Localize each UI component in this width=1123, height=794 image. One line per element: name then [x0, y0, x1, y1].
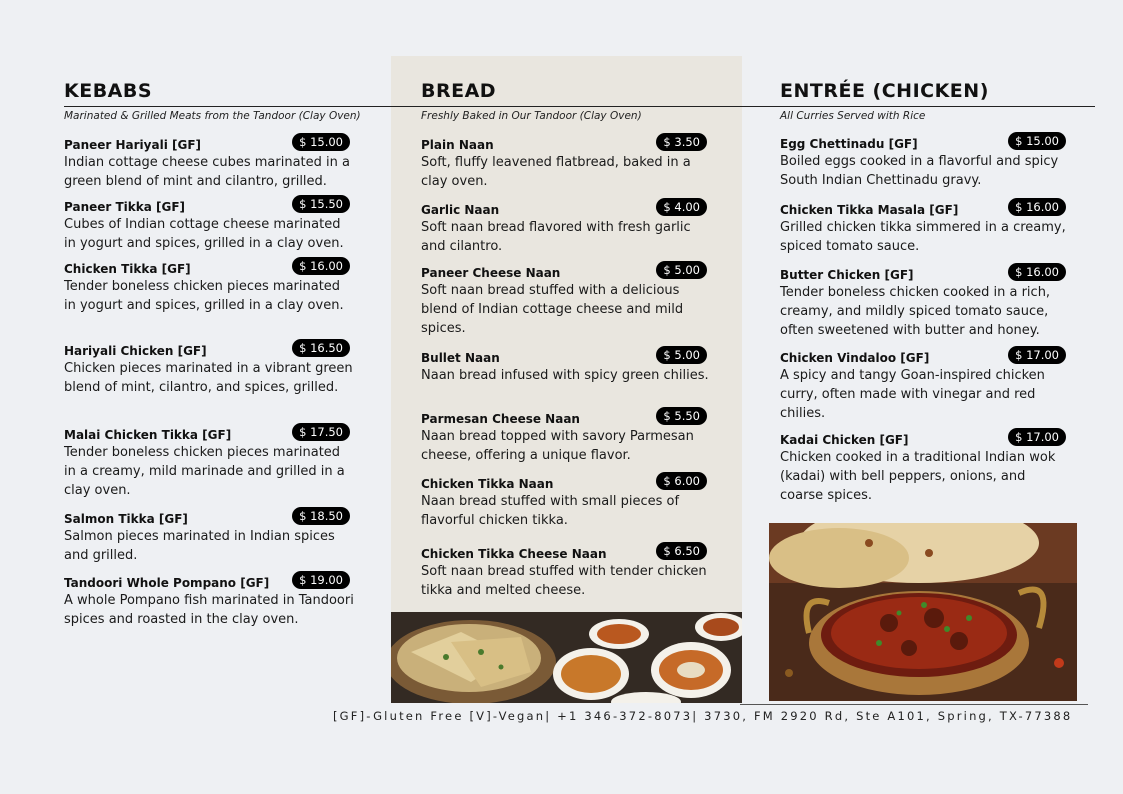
price-badge: $ 18.50 [292, 507, 350, 525]
price-badge: $ 3.50 [656, 133, 707, 151]
price-badge: $ 19.00 [292, 571, 350, 589]
menu-item [421, 347, 711, 385]
item-name: Chicken Tikka Masala [GF] [780, 203, 959, 217]
price-badge: $ 15.00 [292, 133, 350, 151]
item-description: Naan bread infused with spicy green chilies. [421, 368, 709, 383]
menu-item [421, 134, 711, 191]
item-name: Hariyali Chicken [GF] [64, 344, 207, 358]
menu-item [64, 424, 354, 500]
item-name: Paneer Tikka [GF] [64, 200, 186, 214]
item-description: Soft, fluffy leavened flatbread, baked in a clay oven. [421, 155, 691, 189]
item-description: Naan bread topped with savory Parmesan cheese, offering a unique flavor. [421, 429, 694, 463]
menu-item [64, 572, 354, 629]
price-badge: $ 16.00 [1008, 198, 1066, 216]
item-description: Soft naan bread stuffed with a delicious blend of Indian cottage cheese and mild spices. [421, 283, 684, 336]
item-description: Tender boneless chicken pieces marinated in yogurt and spices, grilled in a clay oven. [64, 279, 344, 313]
price-badge: $ 5.00 [656, 261, 707, 279]
menu-item [421, 262, 711, 338]
menu-item [64, 196, 354, 253]
item-name: Parmesan Cheese Naan [421, 412, 580, 426]
item-description: Salmon pieces marinated in Indian spices and grilled. [64, 529, 335, 563]
price-badge: $ 16.00 [292, 257, 350, 275]
menu-item [421, 408, 711, 465]
menu-item [780, 264, 1070, 340]
chicken-curry-photo [769, 523, 1077, 701]
item-name: Paneer Hariyali [GF] [64, 138, 201, 152]
item-description: Naan bread stuffed with small pieces of flavorful chicken tikka. [421, 494, 680, 528]
kebabs-subtitle: Marinated & Grilled Meats from the Tandoor (Clay Oven) [64, 110, 361, 122]
item-description: Boiled eggs cooked in a flavorful and spicy South Indian Chettinadu gravy. [780, 154, 1059, 188]
price-badge: $ 16.50 [292, 339, 350, 357]
item-description: Indian cottage cheese cubes marinated in a green blend of mint and cilantro, grilled. [64, 155, 350, 189]
menu-item [780, 133, 1070, 190]
item-description: Chicken pieces marinated in a vibrant green blend of mint, cilantro, and spices, grilled. [64, 361, 353, 395]
naan-and-curries-photo [391, 612, 742, 703]
price-badge: $ 6.00 [656, 472, 707, 490]
bread-title: BREAD [421, 80, 497, 102]
item-description: A spicy and tangy Goan-inspired chicken curry, often made with vinegar and red chilies. [780, 368, 1045, 421]
price-badge: $ 6.50 [656, 542, 707, 560]
item-name: Malai Chicken Tikka [GF] [64, 428, 232, 442]
entree-title: ENTRÉE (CHICKEN) [780, 80, 989, 102]
price-badge: $ 17.00 [1008, 346, 1066, 364]
menu-item [780, 199, 1070, 256]
item-description: Chicken cooked in a traditional Indian wok (kadai) with bell peppers, onions, and coarse spices. [780, 450, 1056, 503]
item-name: Salmon Tikka [GF] [64, 512, 188, 526]
item-name: Plain Naan [421, 138, 494, 152]
price-badge: $ 17.00 [1008, 428, 1066, 446]
price-badge: $ 15.00 [1008, 132, 1066, 150]
kebabs-section [64, 78, 361, 627]
item-name: Paneer Cheese Naan [421, 266, 561, 280]
item-name: Chicken Tikka [GF] [64, 262, 191, 276]
price-badge: $ 17.50 [292, 423, 350, 441]
item-name: Egg Chettinadu [GF] [780, 137, 918, 151]
menu-item [421, 199, 711, 256]
entree-section [780, 78, 1070, 503]
menu-item [421, 473, 711, 530]
item-description: Cubes of Indian cottage cheese marinated in yogurt and spices, grilled in a clay oven. [64, 217, 344, 251]
price-badge: $ 15.50 [292, 195, 350, 213]
item-name: Kadai Chicken [GF] [780, 433, 909, 447]
menu-item [64, 508, 354, 565]
bread-subtitle: Freshly Baked in Our Tandoor (Clay Oven) [421, 110, 642, 122]
entree-subtitle: All Curries Served with Rice [780, 110, 926, 122]
item-description: Grilled chicken tikka simmered in a creamy, spiced tomato sauce. [780, 220, 1066, 254]
menu-item [64, 258, 354, 315]
item-name: Butter Chicken [GF] [780, 268, 914, 282]
item-description: Tender boneless chicken cooked in a rich, creamy, and mildly spiced tomato sauce, often sweetened with butter and honey. [780, 285, 1051, 338]
item-description: A whole Pompano fish marinated in Tandoori spices and roasted in the clay oven. [64, 593, 354, 627]
item-description: Tender boneless chicken pieces marinated in a creamy, mild marinade and grilled in a clay oven. [64, 445, 345, 498]
price-badge: $ 4.00 [656, 198, 707, 216]
menu-item [64, 134, 354, 191]
price-badge: $ 16.00 [1008, 263, 1066, 281]
item-name: Bullet Naan [421, 351, 500, 365]
item-description: Soft naan bread flavored with fresh garlic and cilantro. [421, 220, 691, 254]
footer-info: [GF]-Gluten Free [V]-Vegan| +1 346-372-8073| 3730, FM 2920 Rd, Ste A101, Spring, TX-77388 [333, 709, 1073, 723]
menu-item [780, 347, 1070, 423]
menu-item [421, 543, 711, 600]
price-badge: $ 5.50 [656, 407, 707, 425]
footer-divider [740, 704, 1088, 705]
item-name: Tandoori Whole Pompano [GF] [64, 576, 270, 590]
menu-item [64, 340, 354, 397]
item-name: Garlic Naan [421, 203, 500, 217]
kebabs-title: KEBABS [64, 80, 153, 102]
item-description: Soft naan bread stuffed with tender chicken tikka and melted cheese. [421, 564, 707, 598]
item-name: Chicken Vindaloo [GF] [780, 351, 930, 365]
price-badge: $ 5.00 [656, 346, 707, 364]
item-name: Chicken Tikka Cheese Naan [421, 547, 607, 561]
bread-section [421, 78, 711, 598]
menu-item [780, 429, 1070, 505]
item-name: Chicken Tikka Naan [421, 477, 554, 491]
